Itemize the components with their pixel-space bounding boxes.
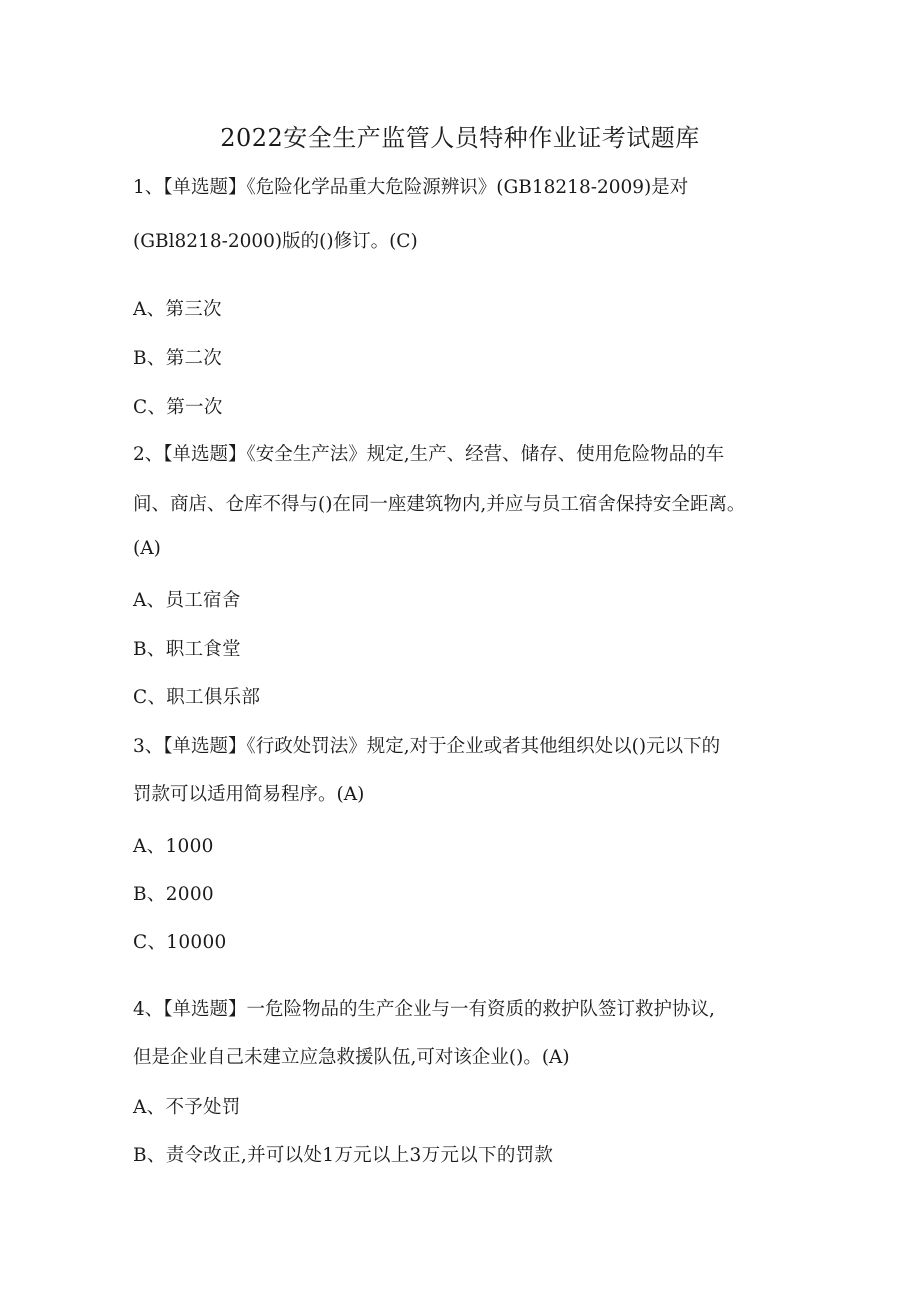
page-title: 2022安全生产监管人员特种作业证考试题库 xyxy=(220,124,700,152)
question-3-option-c: C、10000 xyxy=(133,932,227,953)
question-3-line-1: 3、【单选题】《行政处罚法》规定,对于企业或者其他组织处以()元以下的 xyxy=(133,736,721,757)
question-4-option-a: A、不予处罚 xyxy=(133,1097,241,1118)
question-3-option-a: A、1000 xyxy=(133,836,214,857)
question-2-option-a: A、员工宿舍 xyxy=(133,590,241,611)
question-2-line-2: 间、商店、仓库不得与()在同一座建筑物内,并应与员工宿舍保持安全距离。 xyxy=(133,494,746,515)
question-4-line-2: 但是企业自己未建立应急救援队伍,可对该企业()。(A) xyxy=(133,1047,570,1068)
question-2-option-c: C、职工俱乐部 xyxy=(133,687,261,708)
question-4-line-1: 4、【单选题】一危险物品的生产企业与一有资质的救护队签订救护协议, xyxy=(133,999,715,1020)
question-2-option-b: B、职工食堂 xyxy=(133,639,241,660)
question-1-line-2: (GBl8218-2000)版的()修订。(C) xyxy=(133,231,418,252)
question-4-option-b: B、责令改正,并可以处1万元以上3万元以下的罚款 xyxy=(133,1145,554,1166)
question-3-line-2: 罚款可以适用简易程序。(A) xyxy=(133,784,365,805)
question-1-option-b: B、第二次 xyxy=(133,348,223,369)
question-1-option-a: A、第三次 xyxy=(133,299,222,320)
question-1-option-c: C、第一次 xyxy=(133,397,223,418)
question-3-option-b: B、2000 xyxy=(133,884,214,905)
question-2-line-3: (A) xyxy=(133,538,161,559)
question-2-line-1: 2、【单选题】《安全生产法》规定,生产、经营、储存、使用危险物品的车 xyxy=(133,444,725,465)
question-1-line-1: 1、【单选题】《危险化学品重大危险源辨识》(GB18218-2009)是对 xyxy=(133,177,689,198)
